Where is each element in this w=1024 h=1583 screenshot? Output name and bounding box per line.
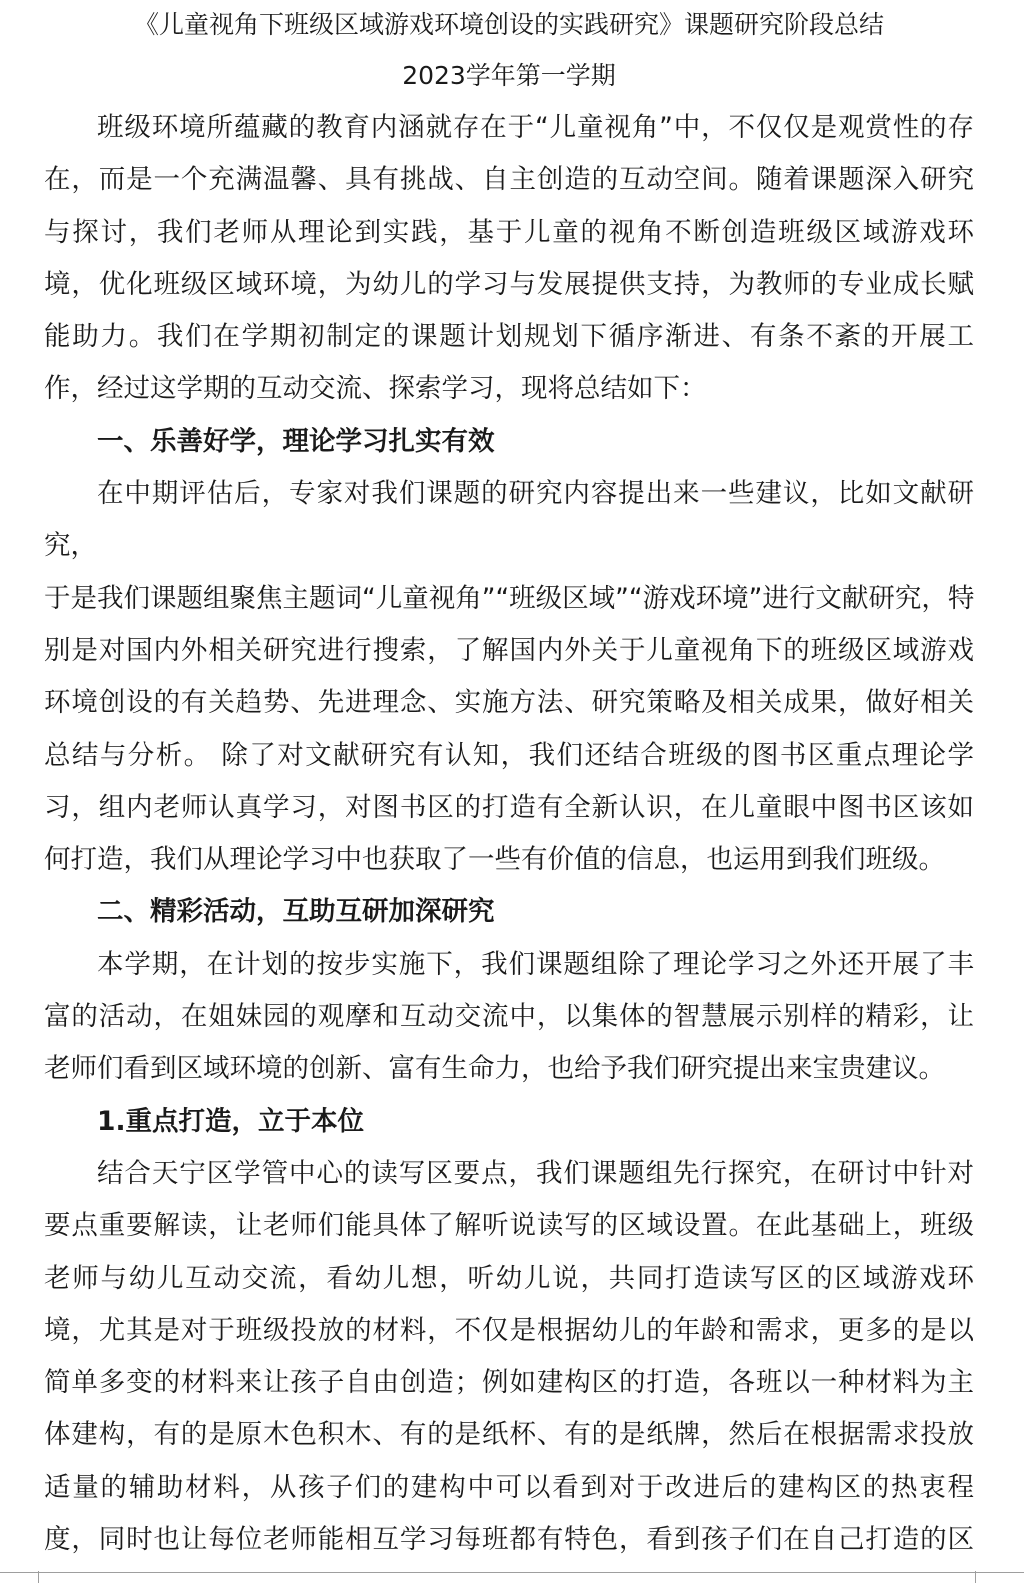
- paragraph-line: 老师们看到区域环境的创新、富有生命力，也给予我们研究提出来宝贵建议。: [44, 1053, 945, 1085]
- paragraph-line: 别是对国内外相关研究进行搜索，了解国内外关于儿童视角下的班级区域游戏: [44, 634, 974, 666]
- paragraph-line: 体建构，有的是原木色积木、有的是纸杯、有的是纸牌，然后在根据需求投放: [44, 1419, 974, 1451]
- paragraph-line: 境，尤其是对于班级投放的材料，不仅是根据幼儿的年龄和需求，更多的是以: [44, 1314, 974, 1346]
- section-heading: 二、精彩活动，互助互研加深研究: [97, 896, 495, 928]
- subsection-heading: 1.重点打造，立于本位: [97, 1105, 365, 1137]
- paragraph-line: 总结与分析。 除了对文献研究有认知，我们还结合班级的图书区重点理论学: [44, 739, 974, 771]
- paragraph-line: 简单多变的材料来让孩子自由创造；例如建构区的打造，各班以一种材料为主: [44, 1367, 974, 1399]
- paragraph-line: 在，而是一个充满温馨、具有挑战、自主创造的互动空间。随着课题深入研究: [44, 164, 974, 196]
- paragraph-line: 在中期评估后，专家对我们课题的研究内容提出来一些建议，比如文献研: [97, 478, 974, 510]
- page-corner-mark-left: [38, 1571, 39, 1583]
- paragraph-line: 班级环境所蕴藏的教育内涵就存在于“儿童视角”中，不仅仅是观赏性的存: [97, 112, 974, 143]
- page-corner-mark-right: [975, 1571, 976, 1583]
- paragraph-line: 度，同时也让每位老师能相互学习每班都有特色，看到孩子们在自己打造的区: [44, 1524, 974, 1556]
- section-heading: 一、乐善好学，理论学习扎实有效: [97, 425, 495, 457]
- document-subtitle: 2023学年第一学期: [402, 61, 616, 90]
- document-title: 《儿童视角下班级区域游戏环境创设的实践研究》课题研究阶段总结: [133, 10, 884, 39]
- paragraph-line: 习，组内老师认真学习，对图书区的打造有全新认识，在儿童眼中图书区该如: [44, 791, 974, 823]
- paragraph-line: 富的活动，在姐妹园的观摩和互动交流中，以集体的智慧展示别样的精彩，让: [44, 1001, 974, 1033]
- paragraph-line: 老师与幼儿互动交流，看幼儿想，听幼儿说，共同打造读写区的区域游戏环: [44, 1262, 974, 1294]
- paragraph-line: 境，优化班级区域环境，为幼儿的学习与发展提供支持，为教师的专业成长赋: [44, 268, 974, 300]
- paragraph-line: 能助力。我们在学期初制定的课题计划规划下循序渐进、有条不紊的开展工: [44, 321, 974, 353]
- paragraph-line: 环境创设的有关趋势、先进理念、实施方法、研究策略及相关成果，做好相关: [44, 687, 974, 719]
- paragraph-line: 作，经过这学期的互动交流、探索学习，现将总结如下：: [44, 373, 707, 405]
- paragraph-line: 本学期，在计划的按步实施下，我们课题组除了理论学习之外还开展了丰: [97, 948, 974, 980]
- paragraph-line: 要点重要解读，让老师们能具体了解听说读写的区域设置。在此基础上，班级: [44, 1210, 974, 1242]
- paragraph-line: 何打造，我们从理论学习中也获取了一些有价值的信息，也运用到我们班级。: [44, 844, 945, 876]
- document-page: [44, 0, 974, 1566]
- paragraph-line: 适量的辅助材料，从孩子们的建构中可以看到对于改进后的建构区的热衷程: [44, 1471, 974, 1503]
- paragraph-line: 与探讨，我们老师从理论到实践，基于儿童的视角不断创造班级区域游戏环: [44, 216, 974, 248]
- paragraph-line: 究，: [44, 530, 97, 562]
- page-bottom-rule: [0, 1572, 1024, 1573]
- paragraph-line: 结合天宁区学管中心的读写区要点，我们课题组先行探究，在研讨中针对: [97, 1157, 974, 1189]
- paragraph-line: 于是我们课题组聚焦主题词“儿童视角”“班级区域”“游戏环境”进行文献研究，特: [44, 582, 974, 614]
